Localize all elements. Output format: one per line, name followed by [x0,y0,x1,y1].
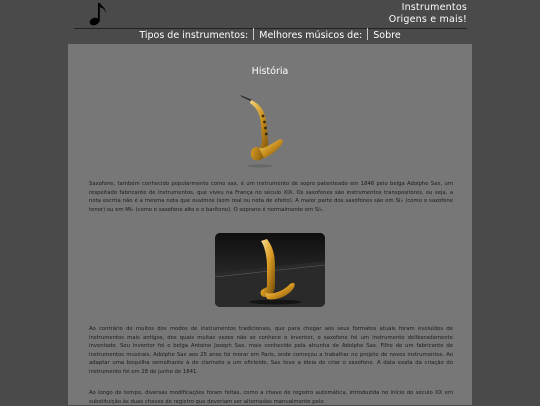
nav-divider [367,28,368,40]
page-title: História [251,66,289,77]
site-header [74,0,467,29]
article-paragraph: Ao longo do tempo, diversas modificações foram feitas, como a chave de registro automática, introduzida no início do século XX em substituição às duas chaves de registro que deveriam ser alternadas manualmente pelo [89,390,453,405]
saxophone-photo [215,233,325,307]
article-paragraph: Saxofone, também conhecido popularmente como sax, é um instrumento de sopro patenteado em 1846 pelo belga Adolphe Sax, um respeitado fabricante de instrumentos, que viveu na França no século XIX. Os saxofones são instrumentos transpositores, ou seja, a nota escrita não é a mesma nota que ouvimos (som real ou nota de efeito). A maior parte dos saxofones são em Si♭ (como o saxofone tenor) ou em Mi♭ (como o saxofone alto e o barítono). O soprano é normalmente em Si♭. [89,181,453,213]
brand-line-1: Instrumentos [401,2,467,13]
nav-divider [253,28,254,40]
nav-item-tipos[interactable]: Tipos de instrumentos: [139,30,249,41]
saxophone-image [238,92,302,168]
brand-line-2: Origens e mais! [388,13,467,25]
article-paragraph: Ao contrário de muitos dos modos de instrumentos tradicionais, que para chegar aos seus formatos atuais foram evoluídos de instrumentos mais antigos, dos quais muitas vezes não se conhece o inventor, o saxofone foi um instrumento deliberadamente inventado. Seu inventor foi o belga Antoine Joseph Sax, mais conhecido pela alcunha de Adolphe Sax. Filho de um fabricante de instrumentos musicais, Adolphe Sax aos 25 anos foi morar em Paris, onde começou a trabalhar no projeto de novos instrumentos. Ao adaptar uma boquilha semelhante à do clarinete a um oficleide, Sax teve a ideia de criar o saxofone. A data exata da criação do instrumento foi em 28 de junho de 1841. [89,326,453,375]
main-content [68,44,472,405]
main-nav [0,28,540,44]
nav-item-sobre[interactable]: Sobre [373,30,401,41]
site-brand[interactable] [389,2,467,25]
music-note-icon[interactable] [88,1,110,27]
nav-item-musicos[interactable]: Melhores músicos de: [259,30,363,41]
